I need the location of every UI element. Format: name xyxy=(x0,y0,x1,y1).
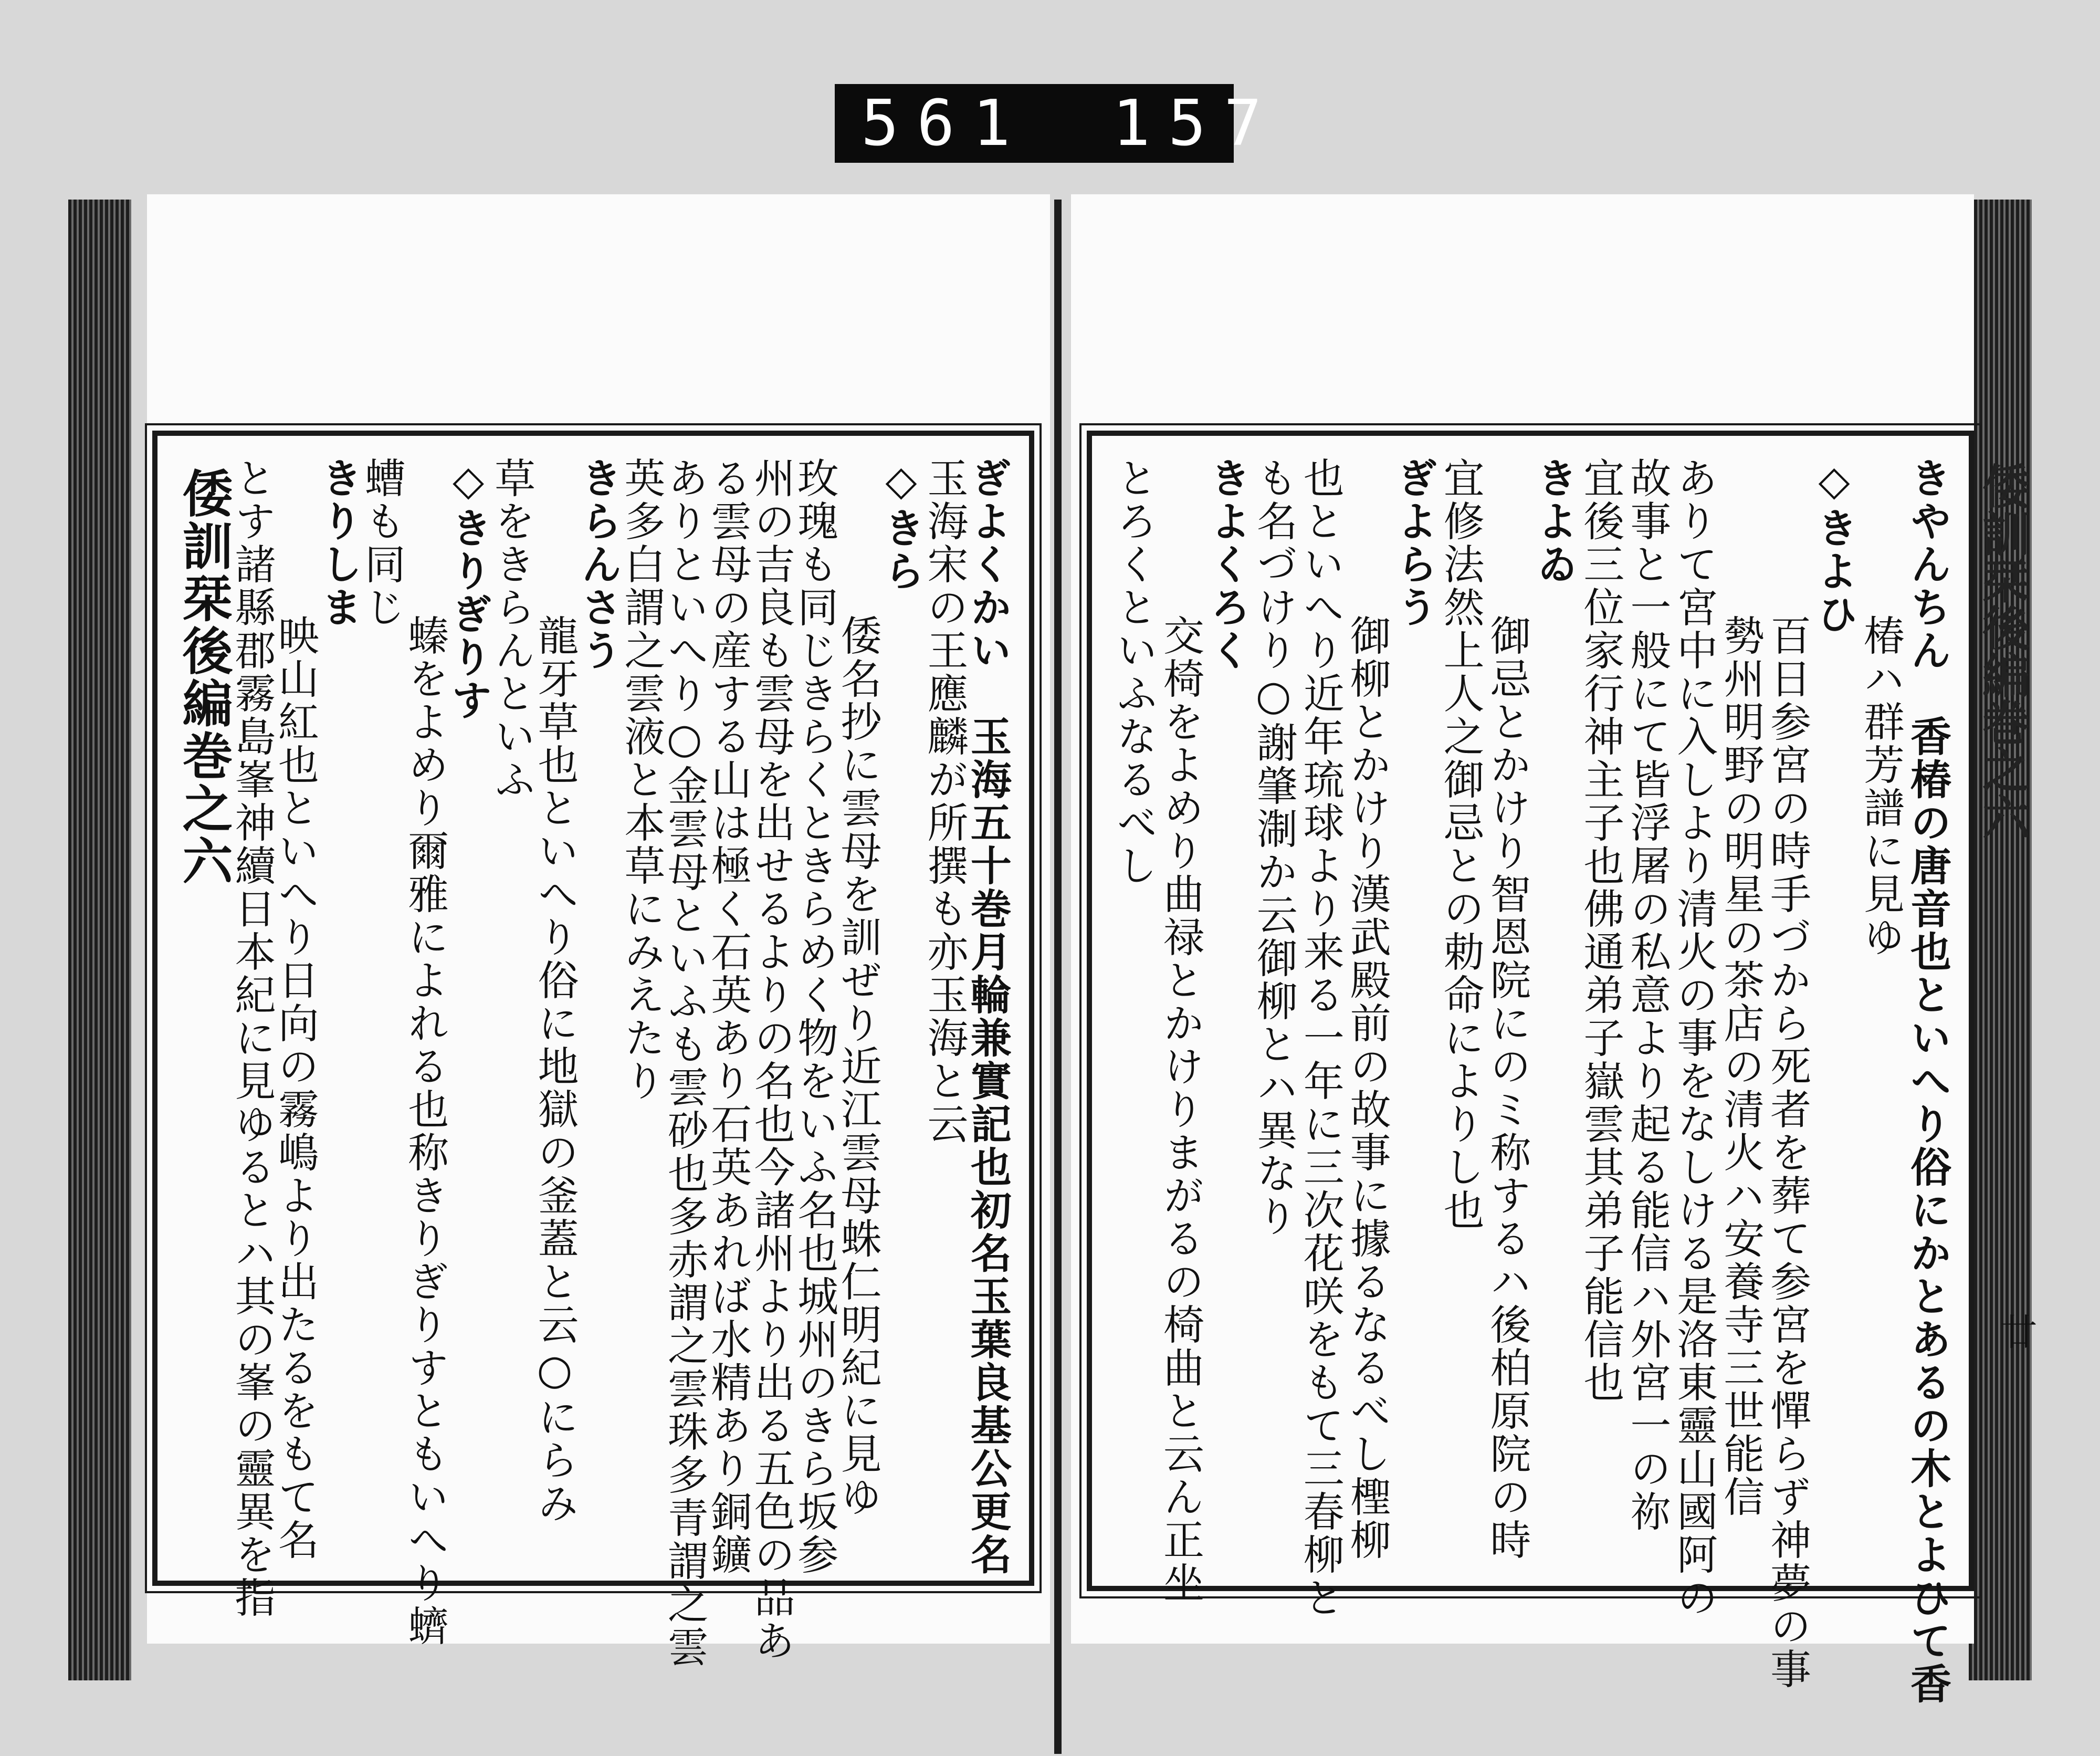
text-column: きらんさう xyxy=(574,457,622,672)
text-column: 草をきらんといふ xyxy=(488,457,536,801)
text-column: 螬も同じ xyxy=(358,457,405,629)
text-column: 宜修法然上人之御忌との勅命によりし也 xyxy=(1436,457,1484,1232)
archive-number-right: 157 xyxy=(1112,87,1280,160)
left-page-title: 倭訓栞後編巻之六 xyxy=(174,467,234,887)
right-folio: 廿 xyxy=(1994,1313,2038,1350)
text-column: きよくろく xyxy=(1203,457,1251,672)
text-column: 故事と一般にて皆浮屠の私意より起る能信ハ外宮一の祢 xyxy=(1623,457,1671,1533)
right-text-frame xyxy=(1087,431,1974,1706)
text-column: きよゐ xyxy=(1530,457,1578,586)
text-column: きりしま xyxy=(314,457,363,629)
text-column: 御柳とかけり漢武殿前の故事に據るなるべし檉柳 xyxy=(1343,614,1391,1562)
left-page-edge xyxy=(68,200,131,1680)
text-column: ありて宮中に入しより清火の事をなしける是洛東靈山國阿の xyxy=(1670,457,1718,1619)
text-column: 螓をよめり爾雅によれる也称きりぎりすともいへり蠐 xyxy=(401,614,449,1648)
text-column: 英多白謂之雲液と本草にみえたり xyxy=(617,457,665,1103)
left-text-columns xyxy=(174,457,1012,1669)
archive-number-label xyxy=(835,84,1280,163)
text-column: 勢州明野の明星の茶店の清火ハ安養寺三世能信 xyxy=(1717,614,1765,1519)
center-fold xyxy=(1054,200,1062,1754)
text-column: 宜後三位家行神主子也佛通弟子嶽雲其弟子能信也 xyxy=(1577,457,1624,1404)
text-column: も名づけり○謝肇淛か云御柳とハ異なり xyxy=(1250,457,1297,1238)
right-text-columns xyxy=(1110,457,1951,1706)
text-column: ◇きら xyxy=(877,457,925,593)
text-column: とす諸縣郡霧島峯神續日本紀に見ゆるとハ其の峯の靈異を指 xyxy=(228,457,276,1619)
left-text-frame xyxy=(152,431,1034,1669)
right-margin-title: 倭訓栞後編巻之六 xyxy=(1974,462,2030,840)
text-column: 龍牙草也といへり俗に地獄の釜蓋と云○にらみ xyxy=(531,614,579,1525)
text-column: ◇きよひ xyxy=(1810,457,1858,636)
text-column: 也といへり近年琉球より来る一年に三次花咲をもて三春柳と xyxy=(1296,457,1344,1619)
archive-number-left: 561 xyxy=(861,87,1028,160)
text-column: 御忌とかけり智恩院にのミ称するハ後柏原院の時 xyxy=(1483,614,1531,1562)
text-column: とろくといふなるべし xyxy=(1110,457,1157,887)
text-column: 映山紅也といへり日向の霧嶋より出たるをもて名 xyxy=(271,614,319,1562)
text-column: ◇きりぎりす xyxy=(444,457,492,722)
text-column: 州の吉良も雲母を出せるよりの名也今諸州より出る五色の品あ xyxy=(747,457,795,1663)
text-column: ぎよらう xyxy=(1390,457,1438,629)
right-page-edge xyxy=(1969,200,2032,1680)
text-column: 百日参宮の時手づから死者を葬て参宮を憚らず神夢の事 xyxy=(1763,614,1811,1691)
text-column: 玫瑰も同じきらくときらめく物をいふ名也城州のきら坂参 xyxy=(791,457,838,1576)
text-column: る雲母の産する山は極く石英あり石英あれば水精あり銅鑛 xyxy=(704,457,752,1576)
text-column: 交椅をよめり曲禄とかけりまがるの椅曲と云ん正坐 xyxy=(1156,614,1204,1605)
text-column: ぎよくかい 玉海五十巻月輪兼實記也初名玉葉良基公更名 xyxy=(963,457,1012,1576)
text-column: きやんちん 香椿の唐音也といへり俗にかとあるの木とよひて香 xyxy=(1903,457,1951,1706)
text-column: 倭名抄に雲母を訓ぜり近江雲母蛛仁明紀に見ゆ xyxy=(834,614,881,1519)
text-column: ありといへり○金雲母といふも雲砂也多赤謂之雲珠多青謂之雲 xyxy=(660,457,708,1669)
text-column: 玉海宋の王應麟が所撰も亦玉海と云 xyxy=(920,457,968,1146)
text-column: 椿ハ群芳譜に見ゆ xyxy=(1857,614,1904,959)
